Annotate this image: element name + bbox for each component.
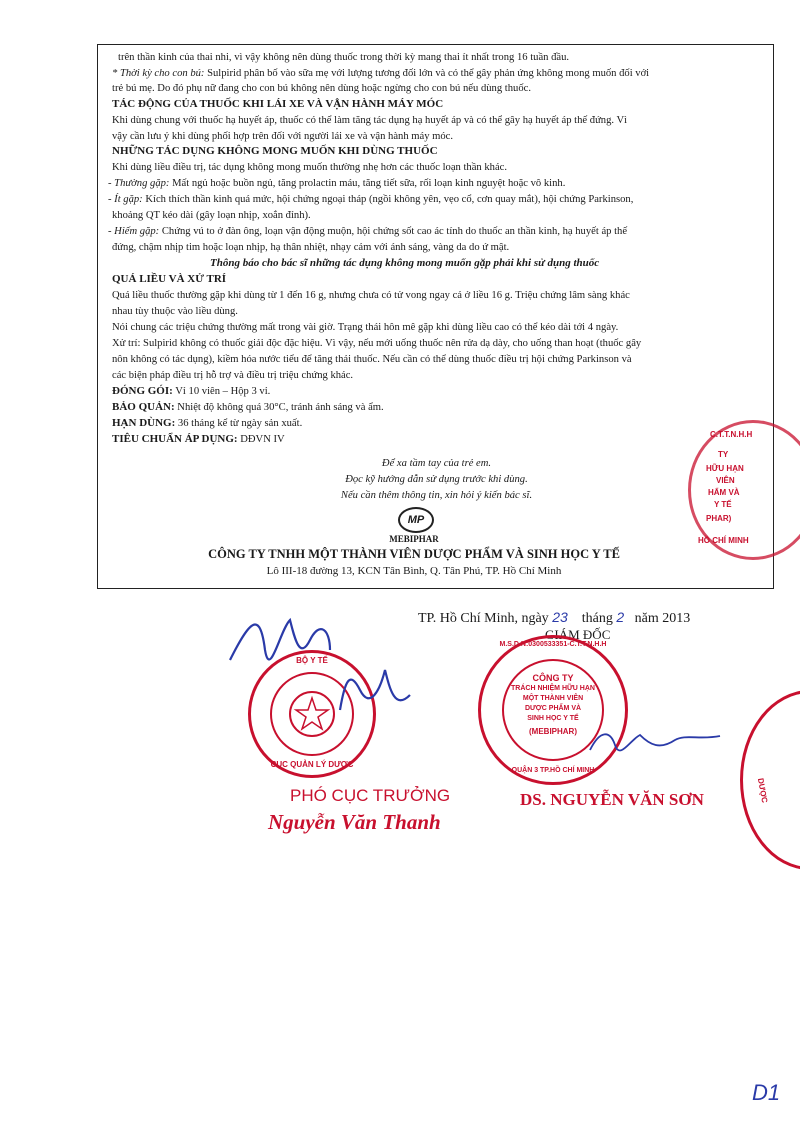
date-prefix: TP. Hồ Chí Minh, ngày: [418, 611, 549, 626]
text-line: Khi dùng liều điều trị, tác dụng không mong muốn thường nhẹ hơn các thuốc loạn thần khác.: [112, 162, 508, 173]
stamp-text: TRÁCH NHIỆM HỮU HẠN: [511, 685, 595, 692]
text-span: Vỉ 10 viên – Hộp 3 vỉ.: [175, 386, 271, 397]
text-line: [108, 177, 565, 190]
text-line: đứng, chậm nhịp tim hoặc loạn nhịp, hạ thân nhiệt, nhạy cảm với ánh sáng, vàng da do ứ mật.: [112, 242, 510, 253]
text-line: khoảng QT kéo dài (gây loạn nhịp, xoắn đỉnh).: [112, 210, 311, 221]
text-span: Sulpirid phân bố vào sữa mẹ với lượng tương đối lớn và có thể gây phản ứng không mong muốn đối với: [207, 68, 650, 79]
section-heading: NHỮNG TÁC DỤNG KHÔNG MONG MUỐN KHI DÙNG THUỐC: [112, 145, 438, 157]
stamp-text: DƯỢC PHẨM VÀ: [524, 705, 582, 712]
stamp-text: MỘT THÀNH VIÊN: [522, 695, 584, 702]
advice-line: Để xa tầm tay của trẻ em.: [381, 458, 492, 469]
label-standard: TIÊU CHUẨN ÁP DỤNG:: [112, 433, 238, 445]
stamp-text: HẨM VÀ: [708, 488, 740, 497]
text-line: [112, 433, 285, 446]
deputy-title: PHÓ CỤC TRƯỞNG: [290, 786, 451, 805]
text-line: [108, 225, 627, 238]
text-line: [108, 193, 633, 206]
stamp-text: QUẬN 3 TP.HỒ CHÍ MINH: [511, 767, 595, 774]
text-line: Quá liều thuốc thường gặp khi dùng từ 1 đến 16 g, nhưng chưa có tử vong ngay cả ở liều 16 g. Triệu chứng lâm sàng khác: [112, 290, 630, 301]
leaflet-frame: [97, 44, 774, 589]
text-line: Xử trí: Sulpirid không có thuốc giải độc đặc hiệu. Vì vậy, nếu mới uống thuốc nên rửa dạ dày, cho uống than hoạt (thuốc gây: [112, 338, 642, 349]
text-line: nôn không có tác dụng), kiềm hóa nước tiểu để tăng thải thuốc. Nếu cần có thể dùng thuốc điều trị hội chứng Parkinson và: [112, 354, 632, 365]
label-uncommon: - Ít gặp:: [108, 194, 143, 205]
stamp-text: C.T.T.N.H.H: [710, 430, 753, 439]
stamp-text: (MEBIPHAR): [529, 727, 577, 736]
text-span: Mất ngủ hoặc buồn ngủ, tăng prolactin máu, tăng tiết sữa, rối loạn kinh nguyệt hoặc vô kinh.: [172, 178, 566, 189]
advice-line: Nếu cần thêm thông tin, xin hỏi ý kiến bác sĩ.: [340, 490, 533, 501]
text-line: [112, 401, 384, 414]
text-line: vậy cần lưu ý khi dùng phối hợp trên đối với người lái xe và vận hành máy móc.: [112, 131, 454, 142]
label-packing: ĐÓNG GÓI:: [112, 385, 173, 397]
text-line: nhau tùy thuộc vào liều dùng.: [112, 306, 238, 317]
text-line: các biện pháp điều trị hỗ trợ và điều trị triệu chứng khác.: [112, 370, 354, 381]
section-heading: TÁC ĐỘNG CỦA THUỐC KHI LÁI XE VÀ VẬN HÀNH MÁY MÓC: [112, 98, 444, 110]
director-title: GIÁM ĐỐC: [545, 627, 611, 642]
date-month-label: tháng: [581, 611, 613, 626]
section-heading: QUÁ LIỀU VÀ XỬ TRÍ: [112, 273, 227, 285]
label-storage: BẢO QUẢN:: [112, 401, 175, 413]
text-line: trẻ bú mẹ. Do đó phụ nữ đang cho con bú không nên dùng hoặc ngừng cho con bú nếu dùng thuốc.: [112, 83, 531, 94]
label-common: - Thường gặp:: [108, 178, 170, 189]
stamp-text: HỒ CHÍ MINH: [698, 536, 749, 545]
company-name: CÔNG TY TNHH MỘT THÀNH VIÊN DƯỢC PHẨM VÀ SINH HỌC Y TẾ: [208, 547, 620, 561]
label-rare: - Hiếm gặp:: [108, 226, 160, 237]
signature-deputy: [220, 600, 460, 720]
text-span: Nhiệt độ không quá 30°C, tránh ánh sáng và ẩm.: [177, 402, 384, 413]
date-day: 23: [552, 609, 568, 625]
stamp-text: SINH HỌC Y TẾ: [527, 715, 579, 722]
stamp-text: CÔNG TY: [532, 673, 574, 683]
mebiphar-logo: MP: [398, 507, 434, 533]
stamp-text: VIÊN: [716, 476, 735, 485]
stamp-text: CỤC QUẢN LÝ DƯỢC: [270, 760, 354, 769]
company-address: Lô III-18 đường 13, KCN Tân Bình, Q. Tân Phú, TP. Hồ Chí Minh: [266, 565, 562, 577]
label-lactation: * Thời kỳ cho con bú:: [112, 68, 205, 79]
stamp-text: M.S.D.N:0300533351-C.T.T.N.H.H: [499, 641, 607, 648]
brand-name: MEBIPHAR: [389, 534, 439, 544]
date-year: năm 2013: [634, 611, 691, 626]
director-name: DS. NGUYỄN VĂN SƠN: [520, 790, 704, 809]
company-stamp-small: [688, 420, 800, 560]
stamp-text: DƯỢC: [755, 777, 770, 804]
text-line: Nói chung các triệu chứng thường mất trong vài giờ. Trạng thái hôn mê gặp khi dùng liều cao có thể kéo dài tới 4 ngày.: [112, 322, 619, 333]
advice-line: Đọc kỹ hướng dẫn sử dụng trước khi dùng.: [345, 474, 528, 485]
text-span: Kích thích thần kinh quá mức, hội chứng ngoại tháp (ngồi không yên, vẹo cổ, cơn quay mắt), hội chứng Parkinson,: [145, 194, 634, 205]
notice-line: Thông báo cho bác sĩ những tác dụng không mong muốn gặp phải khi sử dụng thuốc: [210, 257, 600, 269]
text-line: [112, 67, 649, 80]
label-expiry: HẠN DÙNG:: [112, 417, 176, 429]
date-month: 2: [616, 609, 625, 625]
text-line: [112, 385, 270, 398]
stamp-text: PHAR): [706, 514, 732, 523]
stamp-text: BỘ Y TẾ: [296, 656, 328, 665]
text-span: Chứng vú to ở đàn ông, loạn vận động muộn, hội chứng sốt cao ác tính do thuốc an thần kinh, hạ huyết áp thế: [161, 226, 628, 237]
text-span: DĐVN IV: [240, 434, 285, 445]
text-line: trên thần kinh của thai nhi, vì vậy không nên dùng thuốc trong thời kỳ mang thai ít nhất trong 16 tuần đầu.: [118, 52, 570, 63]
corner-note: D1: [752, 1080, 781, 1105]
text-line: [112, 417, 302, 430]
text-line: Khi dùng chung với thuốc hạ huyết áp, thuốc có thể làm tăng tác dụng hạ huyết áp và có thể gây hạ huyết áp thế đứng. Vì: [112, 115, 628, 126]
edge-stamp: [740, 690, 800, 870]
stamp-text: Y TẾ: [714, 500, 732, 509]
text-span: 36 tháng kể từ ngày sản xuất.: [177, 418, 303, 429]
stamp-text: TY: [718, 450, 729, 459]
deputy-name: Nguyễn Văn Thanh: [268, 810, 441, 834]
stamp-text: HỮU HẠN: [706, 464, 744, 473]
signature-director: [580, 710, 740, 770]
